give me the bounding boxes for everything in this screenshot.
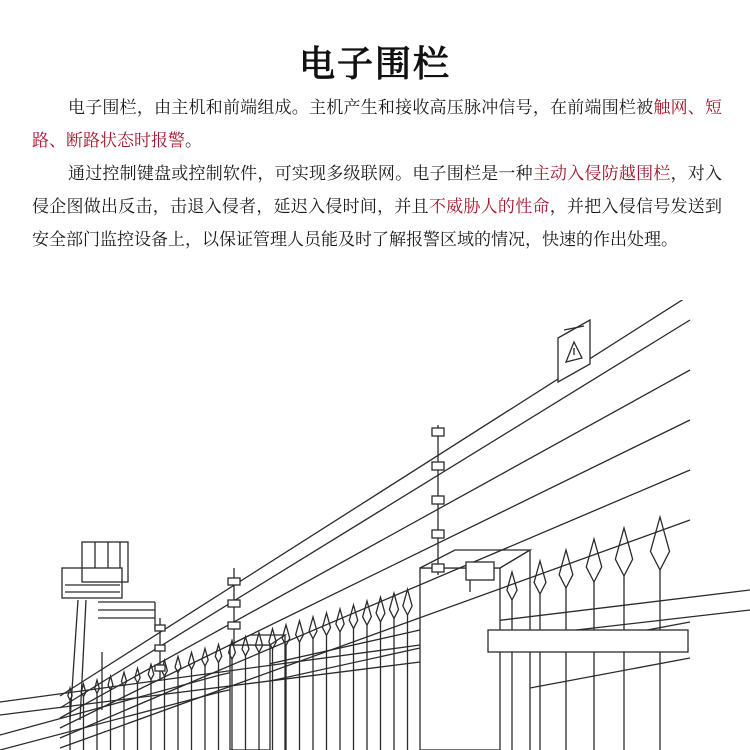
text-segment: 通过控制键盘或控制软件，可实现多级联网。电子围栏是一种 bbox=[68, 164, 533, 184]
picket bbox=[322, 613, 330, 750]
text-segment: ，并把入侵信号发送到安全部门监控设备上，以保证管理人员能及时了解报警区域的情况，快速的作出处理。 bbox=[32, 197, 723, 250]
picket bbox=[534, 561, 546, 750]
warning-sign bbox=[558, 320, 590, 382]
text-segment: 电子围栏，由主机和前端组成。主机产生和接收高压脉冲信号，在前端围栏被 bbox=[68, 98, 654, 118]
paragraph-2 bbox=[32, 158, 722, 257]
picket bbox=[162, 660, 168, 750]
text-segment: 。 bbox=[185, 131, 202, 151]
picket bbox=[296, 621, 304, 750]
front-wall-block bbox=[230, 635, 285, 750]
picket bbox=[202, 649, 208, 750]
highlighted-phrase: 不威胁人的性命 bbox=[428, 197, 550, 217]
camera-pole bbox=[62, 542, 155, 720]
picket bbox=[363, 601, 372, 750]
picket bbox=[336, 609, 344, 750]
picket bbox=[215, 645, 221, 750]
picket bbox=[349, 605, 357, 750]
picket bbox=[507, 572, 517, 750]
paragraph-1 bbox=[32, 92, 722, 158]
text-segment: ，对入侵企图做出反击，击退入侵者，延迟入侵时间，并且 bbox=[32, 164, 723, 217]
description-text bbox=[32, 92, 722, 257]
picket bbox=[68, 688, 72, 750]
picket bbox=[95, 680, 100, 750]
electric-fence-illustration bbox=[0, 300, 750, 750]
picket bbox=[403, 589, 412, 750]
picket bbox=[309, 617, 317, 750]
picket bbox=[148, 664, 154, 750]
picket bbox=[389, 593, 398, 750]
highlighted-phrase: 触网、短路、断路状态时报警 bbox=[32, 98, 723, 151]
page-title: 电子围栏 bbox=[298, 44, 451, 85]
picket bbox=[135, 668, 140, 750]
picket bbox=[376, 597, 385, 750]
highlighted-phrase: 主动入侵防越围栏 bbox=[532, 164, 671, 184]
